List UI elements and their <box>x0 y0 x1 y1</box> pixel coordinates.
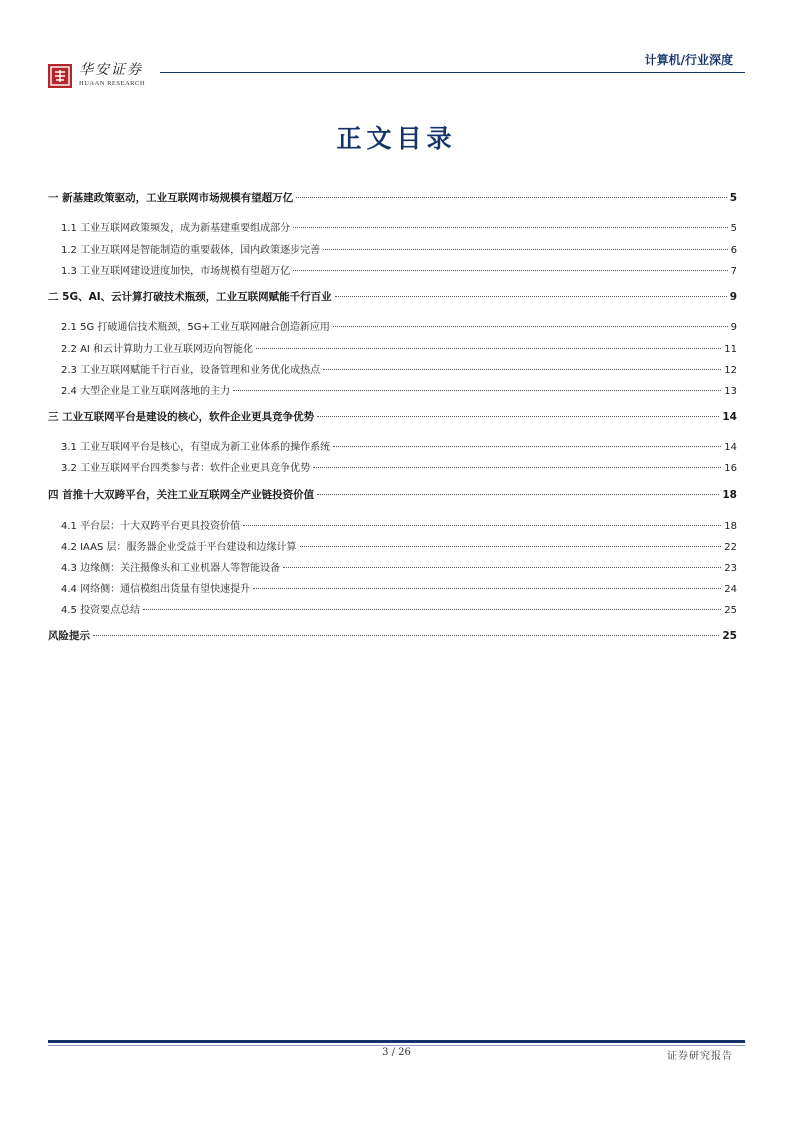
toc-entry-page: 24 <box>724 584 737 595</box>
toc-leader-dots <box>323 249 728 250</box>
company-logo <box>48 63 145 88</box>
toc-entry-label: 3.1 工业互联网平台是核心，有望成为新工业体系的操作系统 <box>61 442 331 453</box>
toc-entry-label: 4.3 边缘侧：关注摄像头和工业机器人等智能设备 <box>61 563 281 574</box>
toc-subsection-entry[interactable] <box>48 241 737 259</box>
toc-entry-label: 1.2 工业互联网是智能制造的重要载体，国内政策逐步完善 <box>61 245 321 256</box>
toc-entry-page: 11 <box>724 344 737 355</box>
toc-entry-page: 16 <box>724 463 737 474</box>
toc-leader-dots <box>333 446 721 447</box>
toc-entry-page: 23 <box>724 563 737 574</box>
toc-subsection-entry[interactable] <box>48 538 737 556</box>
toc-entry-label: 2.2 AI 和云计算助力工业互联网迈向智能化 <box>61 344 254 355</box>
toc-section-entry[interactable] <box>48 628 737 646</box>
footer-label: 证券研究报告 <box>667 1051 733 1062</box>
toc-entry-page: 22 <box>724 542 737 553</box>
page-title: 正文目录 <box>336 124 457 153</box>
toc-section-entry[interactable] <box>48 190 737 208</box>
toc-subsection-entry[interactable] <box>48 580 737 598</box>
toc-entry-page: 5 <box>730 223 737 234</box>
toc-entry-page: 25 <box>722 630 737 642</box>
toc-entry-page: 7 <box>730 266 737 277</box>
toc-leader-dots <box>333 326 728 327</box>
header-divider <box>160 72 745 73</box>
toc-leader-dots <box>253 588 721 589</box>
seal-icon <box>48 64 72 88</box>
toc-leader-dots <box>323 369 721 370</box>
toc-subsection-entry[interactable] <box>48 219 737 237</box>
toc-entry-page: 9 <box>730 322 737 333</box>
toc-entry-page: 14 <box>722 411 737 423</box>
toc-entry-label: 二 5G、AI、云计算打破技术瓶颈，工业互联网赋能千行百业 <box>48 291 332 303</box>
toc-subsection-entry[interactable] <box>48 459 737 477</box>
toc-leader-dots <box>243 525 721 526</box>
logo-english-name: HUAAN RESEARCH <box>79 80 146 87</box>
toc-leader-dots <box>93 635 719 636</box>
toc-entry-page: 14 <box>724 442 737 453</box>
page-number: 3 / 26 <box>382 1047 411 1058</box>
toc-leader-dots <box>256 348 721 349</box>
toc-entry-page: 18 <box>722 489 737 501</box>
toc-entry-label: 2.1 5G 打破通信技术瓶颈，5G+工业互联网融合创造新应用 <box>61 322 330 333</box>
toc-subsection-entry[interactable] <box>48 361 737 379</box>
toc-leader-dots <box>300 546 722 547</box>
report-category: 计算机/行业深度 <box>644 53 733 67</box>
toc-entry-label: 4.1 平台层：十大双跨平台更具投资价值 <box>61 521 241 532</box>
toc-subsection-entry[interactable] <box>48 517 737 535</box>
toc-entry-page: 9 <box>729 291 737 303</box>
toc-subsection-entry[interactable] <box>48 340 737 358</box>
toc-subsection-entry[interactable] <box>48 438 737 456</box>
toc-entry-page: 25 <box>724 605 737 616</box>
toc-section-entry[interactable] <box>48 487 737 505</box>
footer-divider-thin <box>48 1045 745 1046</box>
toc-entry-label: 1.3 工业互联网建设进度加快，市场规模有望超万亿 <box>61 266 291 277</box>
logo-chinese-name: 华安证券 <box>79 62 143 78</box>
toc-entry-label: 风险提示 <box>48 630 90 642</box>
toc-section-entry[interactable] <box>48 409 737 427</box>
toc-entry-label: 一 新基建政策驱动，工业互联网市场规模有望超万亿 <box>48 192 294 204</box>
toc-leader-dots <box>313 467 721 468</box>
toc-entry-label: 4.2 IAAS 层：服务器企业受益于平台建设和边缘计算 <box>61 542 297 553</box>
toc-section-entry[interactable] <box>48 289 737 307</box>
toc-entry-page: 5 <box>729 192 737 204</box>
toc-entry-label: 3.2 工业互联网平台四类参与者：软件企业更具竞争优势 <box>61 463 311 474</box>
toc-leader-dots <box>317 494 719 495</box>
toc-entry-label: 四 首推十大双跨平台，关注工业互联网全产业链投资价值 <box>48 489 315 501</box>
toc-leader-dots <box>283 567 721 568</box>
toc-subsection-entry[interactable] <box>48 318 737 336</box>
toc-leader-dots <box>293 227 728 228</box>
toc-subsection-entry[interactable] <box>48 382 737 400</box>
toc-entry-page: 13 <box>724 386 737 397</box>
footer-divider <box>48 1040 745 1043</box>
toc-entry-label: 三 工业互联网平台是建设的核心，软件企业更具竞争优势 <box>48 411 315 423</box>
toc-entry-label: 4.4 网络侧：通信模组出货量有望快速提升 <box>61 584 251 595</box>
toc-entry-label: 4.5 投资要点总结 <box>61 605 141 616</box>
toc-leader-dots <box>143 609 721 610</box>
toc-entry-label: 1.1 工业互联网政策频发，成为新基建重要组成部分 <box>61 223 291 234</box>
toc-leader-dots <box>233 390 721 391</box>
toc-leader-dots <box>335 296 727 297</box>
toc-leader-dots <box>317 416 719 417</box>
toc-subsection-entry[interactable] <box>48 559 737 577</box>
toc-subsection-entry[interactable] <box>48 262 737 280</box>
toc-entry-page: 18 <box>724 521 737 532</box>
toc-entry-page: 12 <box>724 365 737 376</box>
toc-entry-label: 2.3 工业互联网赋能千行百业，设备管理和业务优化成热点 <box>61 365 321 376</box>
toc-subsection-entry[interactable] <box>48 601 737 619</box>
toc-leader-dots <box>293 270 728 271</box>
toc-entry-page: 6 <box>730 245 737 256</box>
toc-leader-dots <box>296 197 727 198</box>
toc-entry-label: 2.4 大型企业是工业互联网落地的主力 <box>61 386 231 397</box>
